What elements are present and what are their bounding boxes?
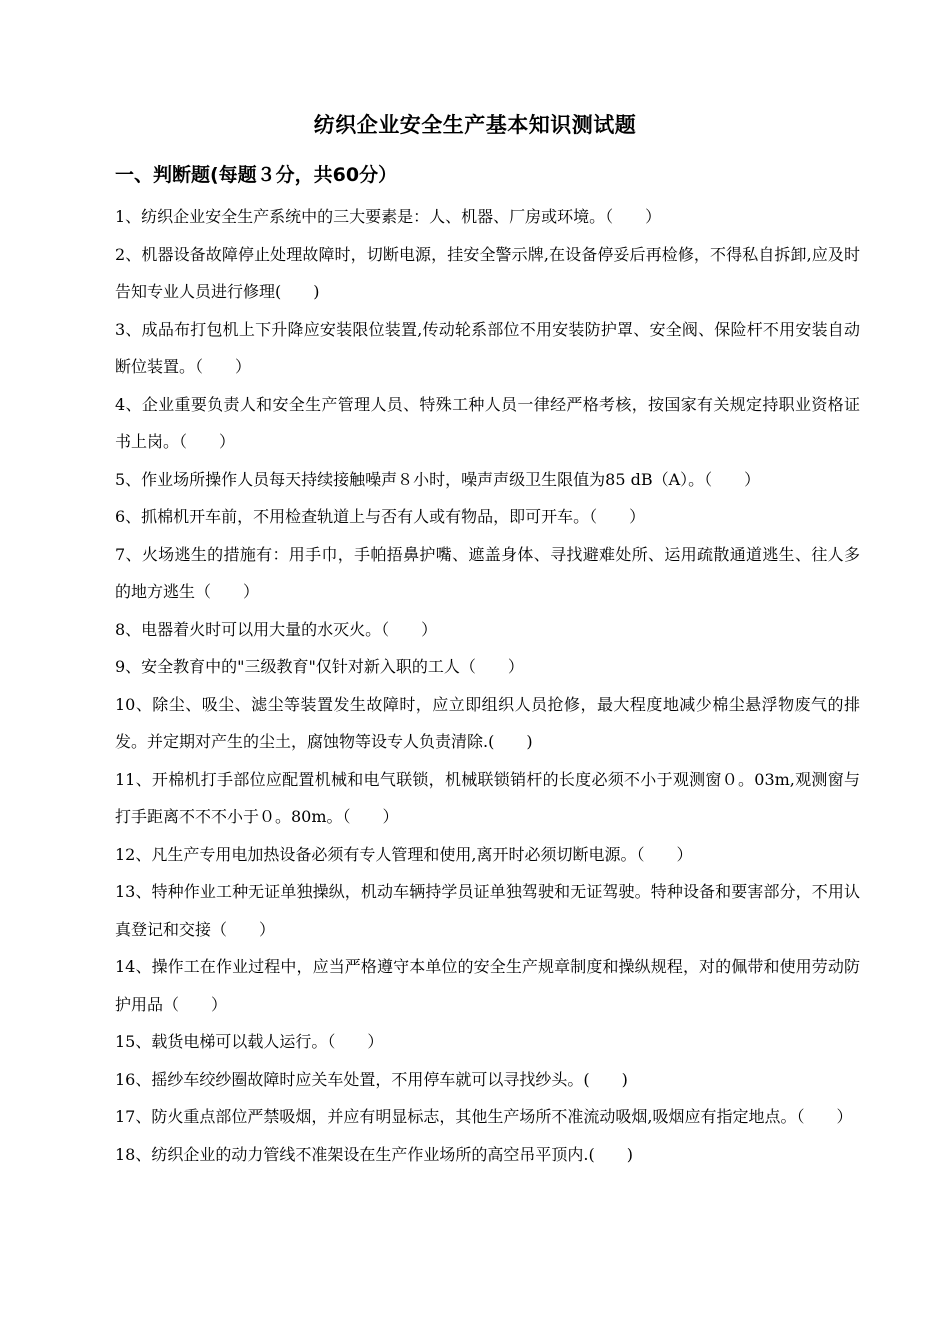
question-item: 7、火场逃生的措施有：用手巾，手帕捂鼻护嘴、遮盖身体、寻找避难处所、运用疏散通道逃生、往人多的地方逃生（ ） [115,544,860,601]
section-heading: 一、判断题(每题３分，共60分） [115,164,398,186]
question-item: 18、纺织企业的动力管线不准架设在生产作业场所的高空吊平顶内.( ) [115,1144,633,1164]
question-item: 14、操作工在作业过程中，应当严格遵守本单位的安全生产规章制度和操纵规程，对的佩带和使用劳动防护用品（ ） [115,957,860,1014]
question-item: 6、抓棉机开车前，不用检查轨道上与否有人或有物品，即可开车。（ ） [115,507,646,526]
question-item: 5、作业场所操作人员每天持续接触噪声８小时，噪声声级卫生限值为85 dB（A）。（ ） [115,469,761,489]
question-item: 17、防火重点部位严禁吸烟，并应有明显标志，其他生产场所不准流动吸烟,吸烟应有指定地点。（ ） [115,1107,853,1126]
question-list [115,198,860,1173]
question-item: 10、除尘、吸尘、滤尘等装置发生故障时，应立即组织人员抢修，最大程度地减少棉尘悬浮物废气的排发。并定期对产生的尘土，腐蚀物等设专人负责清除.( ) [115,694,860,751]
question-item: 4、企业重要负责人和安全生产管理人员、特殊工种人员一律经严格考核，按国家有关规定持职业资格证书上岗。（ ） [115,394,860,451]
question-item: 3、成品布打包机上下升降应安装限位装置,传动轮系部位不用安装防护罩、安全阀、保险杆不用安装自动断位装置。（ ） [115,319,860,376]
question-item: 15、载货电梯可以载人运行。（ ） [115,1032,384,1051]
question-item: 2、机器设备故障停止处理故障时，切断电源，挂安全警示牌,在设备停妥后再检修，不得私自拆卸,应及时告知专业人员进行修理( ) [115,244,860,301]
question-item: 16、摇纱车绞纱圈故障时应关车处置，不用停车就可以寻找纱头。( ) [115,1069,628,1089]
question-item: 1、纺织企业安全生产系统中的三大要素是：人、机器、厂房或环境。（ ） [115,207,662,226]
document-title: 纺织企业安全生产基本知识测试题 [313,113,637,137]
question-item: 9、安全教育中的"三级教育"仅针对新入职的工人（ ） [115,657,524,676]
question-item: 8、电器着火时可以用大量的水灭火。（ ） [115,619,438,639]
question-item: 12、凡生产专用电加热设备必须有专人管理和使用,离开时必须切断电源。（ ） [115,844,693,864]
question-item: 13、特种作业工种无证单独操纵，机动车辆持学员证单独驾驶和无证驾驶。特种设备和要害部分，不用认真登记和交接（ ） [115,882,860,939]
question-item: 11、开棉机打手部位应配置机械和电气联锁，机械联锁销杆的长度必须不小于观测窗０。03m,观测窗与打手距离不不不小于０。80m。（ ） [115,769,860,826]
